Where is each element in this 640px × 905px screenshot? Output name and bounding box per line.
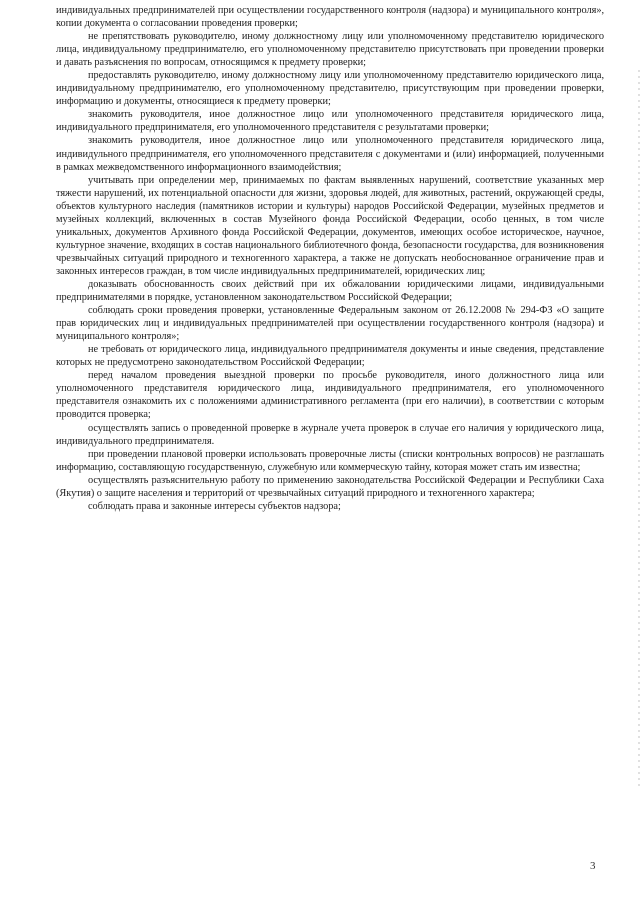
- paragraph: осуществлять разъяснительную работу по применению законодательства Российской Федерации и Республики Саха (Якутия) о защите населения и территорий от чрезвычайных ситуаций природного и техногенного характера;: [56, 474, 604, 499]
- paragraph: осуществлять запись о проведенной проверке в журнале учета проверок в случае его наличия у юридического лица, индивидуального предпринимателя.: [56, 422, 604, 447]
- paragraph: учитывать при определении мер, принимаемых по фактам выявленных нарушений, соответствие указанных мер тяжести нарушений, их потенциальной опасности для жизни, здоровья людей, для животных, растений, окружающей среды, объектов культурного наследия (памятников истории и культуры) народов Российской Федерации, музейных предметов и музейных коллекций, включенных в состав Музейного фонда Российской Федерации, особо ценных, в том числе уникальных, документов Архивного фонда Российской Федерации, документов, имеющих особое историческое, научное, культурное значение, входящих в состав национального библиотечного фонда, безопасности государства, для возникновения чрезвычайных ситуаций природного и техногенного характера, а также не допускать необоснованное ограничение прав и законных интересов граждан, в том числе индивидуальных предпринимателей, юридических лиц;: [56, 174, 604, 277]
- paragraph: соблюдать сроки проведения проверки, установленные Федеральным законом от 26.12.2008 № 294-ФЗ «О защите прав юридических лиц и индивидуальных предпринимателей при осуществлении государственного контроля (надзора) и муниципального контроля»;: [56, 305, 604, 343]
- paragraph: при проведении плановой проверки использовать проверочные листы (списки контрольных вопросов) не разглашать информацию, составляющую государственную, служебную или коммерческую тайну, которая может стать им известна;: [56, 448, 604, 473]
- paragraph: знакомить руководителя, иное должностное лицо или уполномоченного представителя юридического лица, индивидуального предпринимателя, его уполномоченного представителя с результатами проверки;: [56, 109, 604, 134]
- paragraph: индивидуальных предпринимателей при осуществлении государственного контроля (надзора) и муниципального контроля», копии документа о согласовании проведения проверки;: [56, 5, 604, 30]
- document-body: [56, 4, 604, 513]
- paragraph: не требовать от юридического лица, индивидуального предпринимателя документы и иные сведения, представление которых не предусмотрено законодательством Российской Федерации;: [56, 344, 604, 369]
- paragraph: доказывать обоснованность своих действий при их обжаловании юридическими лицами, индивидуальными предпринимателями в порядке, установленном законодательством Российской Федерации;: [56, 278, 604, 304]
- paragraph: соблюдать права и законные интересы субъектов надзора;: [88, 500, 341, 512]
- paragraph: не препятствовать руководителю, иному должностному лицу или уполномоченному представителю юридического лица, индивидуальному предпринимателю, его уполномоченному представителю присутствовать при проведении проверки и давать разъяснения по вопросам, относящимся к предмету проверки;: [56, 31, 604, 69]
- page-number: 3: [590, 860, 596, 872]
- paragraph: перед началом проведения выездной проверки по просьбе руководителя, иного должностного лица или уполномоченного представителя юридического лица, индивидуального предпринимателя, его уполномоченного представителя ознакомить их с положениями административного регламента (при его наличии), в соответствии с которым проводится проверка;: [56, 370, 604, 421]
- paragraph: знакомить руководителя, иное должностное лицо или уполномоченного представителя юридического лица, индивидульного предпринимателя, его уполномоченного представителя с документами и (или) информацией, полученными в рамках межведомственного информационного взаимодействия;: [56, 135, 604, 173]
- paragraph: предоставлять руководителю, иному должностному лицу или уполномоченному представителю юридического лица, индивидуальному предпринимателю, его уполномоченному представителю, присутствующим при проведении проверки, информацию и документы, относящиеся к предмету проверки;: [56, 70, 604, 108]
